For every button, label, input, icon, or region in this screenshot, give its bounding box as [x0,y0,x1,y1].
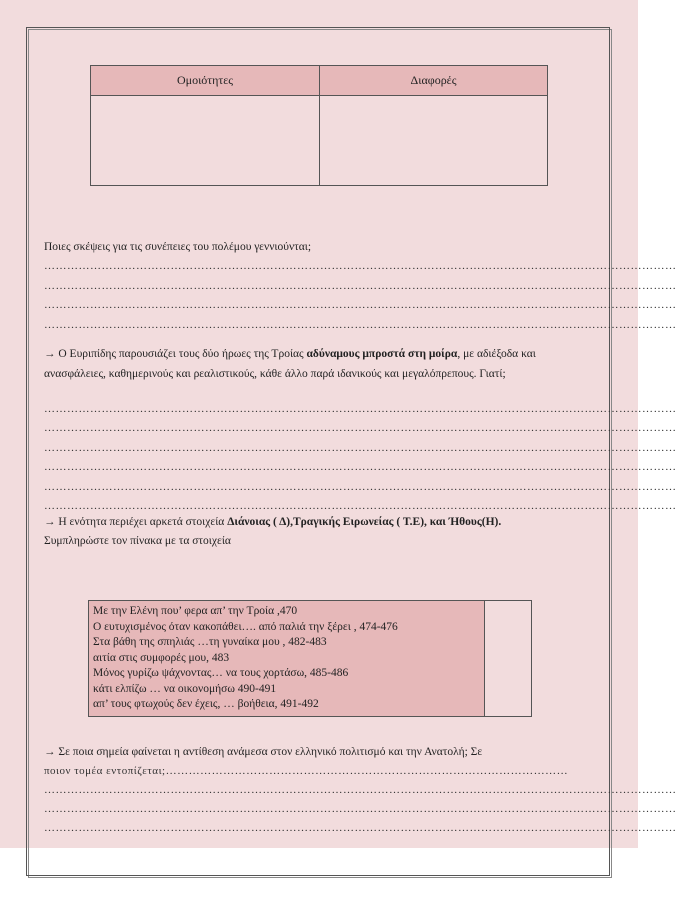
question-heroes-text: → Ο Ευριπίδης παρουσιάζει τους δύο ήρωες της Τροίας [44,348,307,360]
quote-item: Με την Ελένη που’ φερα απ’ την Τροία ,470 [93,605,298,617]
answer-line[interactable]: ………………………………………………………………………………………………………………………………………………… [44,803,677,815]
answer-line[interactable]: ………………………………………………………………………………………………………………………………………………… [44,500,677,512]
differences-header: Διαφορές [320,66,547,96]
answer-line[interactable]: ………………………………………………………………………………………………………………………………………………… [44,299,677,311]
quotes-table [88,600,532,717]
question-heroes-bold: αδύναμους μπροστά στη μοίρα [306,348,458,360]
question-elements-text: → Η ενότητα περιέχει αρκετά στοιχεία [44,516,228,528]
quote-item: Ο ευτυχισμένος όταν κακοπάθει…. από παλιά την ξέρει , 474-476 [93,620,398,633]
question-war-consequences: Ποιες σκέψεις για τις συνέπειες του πολέμου γεννιούνται; [44,241,312,253]
question-heroes [44,345,600,384]
answer-line[interactable]: ………………………………………………………………………………………………………………………………………………… [44,403,677,415]
question-contrast-line2[interactable]: ποιον τομέα εντοπίζεται;…………………………………………………………………………………………… [44,765,569,777]
quote-item: κάτι ελπίζω … να οικονομήσω 490-491 [93,682,277,695]
question-elements [44,513,600,533]
quotes-cell [89,601,485,716]
answer-line[interactable]: ………………………………………………………………………………………………………………………………………………… [44,822,677,834]
question-heroes-text-rest: , με αδιέξοδα και ανασφάλειες, καθημερινούς και ρεαλιστικούς, κάθε άλλο παρά ιδανικούς και μεγαλόπρεπους. Γιατί; [44,348,536,380]
answer-line[interactable]: ………………………………………………………………………………………………………………………………………………… [44,422,677,434]
classification-cell[interactable] [485,601,531,716]
answer-line[interactable]: ………………………………………………………………………………………………………………………………………………… [44,784,677,796]
answer-line[interactable]: ………………………………………………………………………………………………………………………………………………… [44,481,677,493]
answer-line[interactable]: ………………………………………………………………………………………………………………………………………………… [44,260,677,272]
quote-item: Μόνος γυρίζω ψάχνοντας… να τους χορτάσω, 485-486 [93,667,349,679]
similarities-cell[interactable] [91,96,320,185]
question-contrast: → Σε ποια σημεία φαίνεται η αντίθεση ανάμεσα στον ελληνικό πολιτισμό και την Ανατολή; Σε [44,746,483,758]
differences-cell[interactable] [320,96,547,185]
answer-line[interactable]: ………………………………………………………………………………………………………………………………………………… [44,461,677,473]
quote-item: Στα βάθη της σπηλιάς …τη γυναίκα μου , 482-483 [93,636,327,648]
similarities-header: Ομοιότητες [91,66,320,96]
answer-line[interactable]: ………………………………………………………………………………………………………………………………………………… [44,442,677,454]
answer-line[interactable]: ………………………………………………………………………………………………………………………………………………… [44,280,677,292]
question-elements-bold: Διάνοιας ( Δ),Τραγικής Ειρωνείας ( Τ.Ε), και Ήθους(Η). [227,516,502,528]
quote-item: απ’ τους φτωχούς δεν έχεις, … βοήθεια, 491-492 [93,698,319,710]
quote-item: αιτία στις συμφορές μου, 483 [93,651,230,664]
comparison-table [90,65,548,186]
question-elements-instruction: Συμπληρώστε τον πίνακα με τα στοιχεία [44,535,231,547]
answer-line[interactable]: ………………………………………………………………………………………………………………………………………………… [44,319,677,331]
